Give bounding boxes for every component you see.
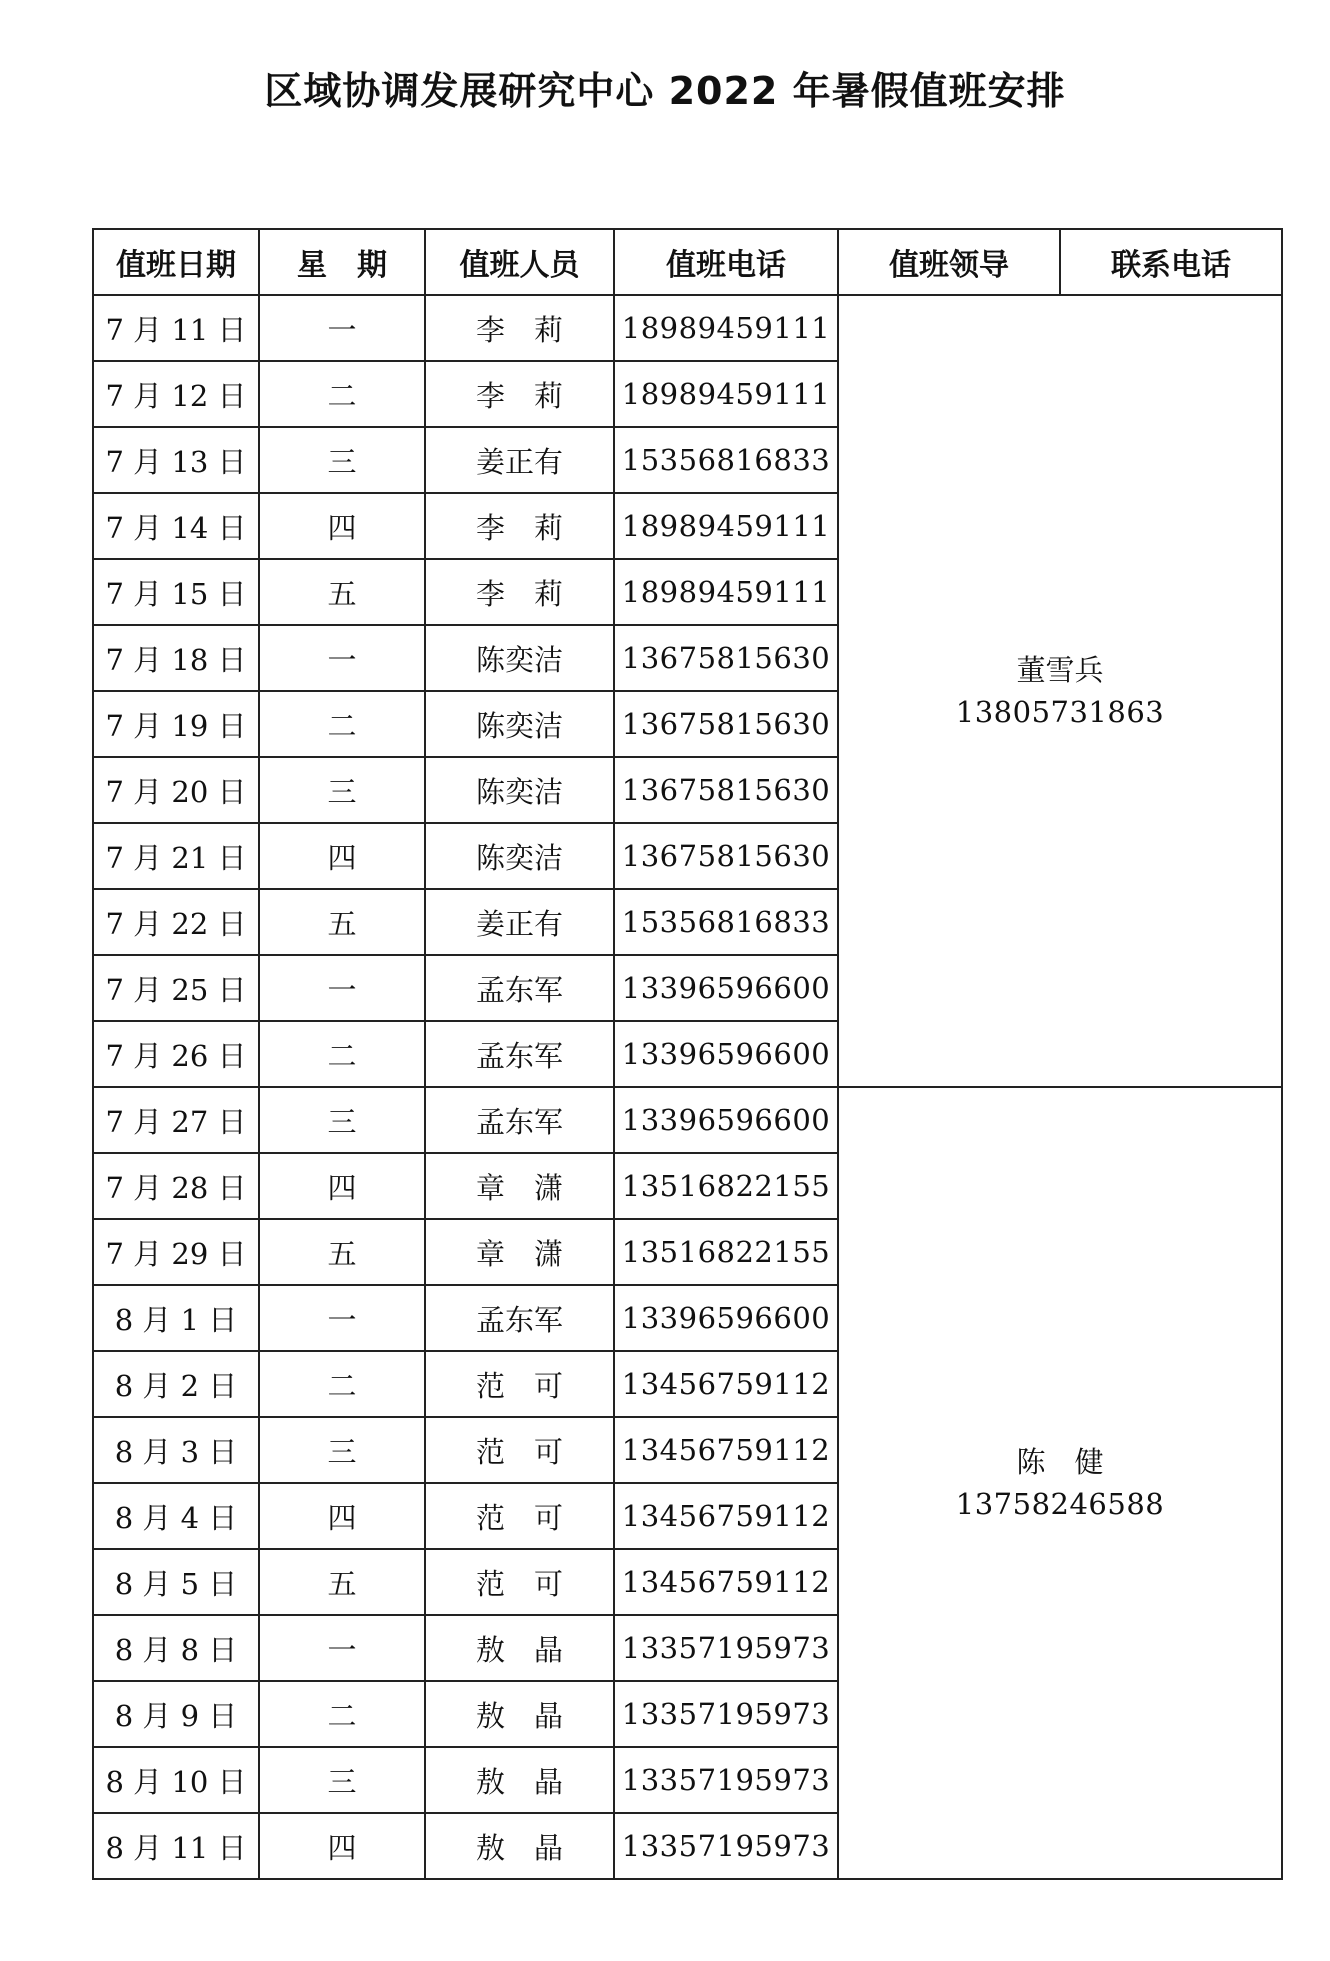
- leader-name: 陈 健: [1016, 1444, 1104, 1479]
- date-cell: 8 月 11 日: [93, 1813, 259, 1879]
- header-weekday: 星 期: [259, 229, 425, 295]
- date-cell: 7 月 20 日: [93, 757, 259, 823]
- weekday-cell: 一: [259, 955, 425, 1021]
- leader-cell: [838, 1087, 1282, 1879]
- person-cell: 姜正有: [425, 427, 614, 493]
- weekday-cell: 一: [259, 1615, 425, 1681]
- person-cell: 陈奕洁: [425, 625, 614, 691]
- date-cell: 7 月 19 日: [93, 691, 259, 757]
- date-cell: 8 月 8 日: [93, 1615, 259, 1681]
- date-cell: 8 月 1 日: [93, 1285, 259, 1351]
- date-cell: 7 月 29 日: [93, 1219, 259, 1285]
- date-cell: 7 月 27 日: [93, 1087, 259, 1153]
- weekday-cell: 三: [259, 1417, 425, 1483]
- phone-cell: 18989459111: [614, 295, 838, 361]
- weekday-cell: 一: [259, 625, 425, 691]
- leader-phone: 13758246588: [955, 1487, 1165, 1521]
- person-cell: 孟东军: [425, 955, 614, 1021]
- header-phone: 值班电话: [614, 229, 838, 295]
- phone-cell: 13675815630: [614, 823, 838, 889]
- weekday-cell: 三: [259, 1747, 425, 1813]
- phone-cell: 13675815630: [614, 757, 838, 823]
- header-date: 值班日期: [93, 229, 259, 295]
- phone-cell: 13516822155: [614, 1153, 838, 1219]
- phone-cell: 15356816833: [614, 889, 838, 955]
- phone-cell: 13357195973: [614, 1615, 838, 1681]
- date-cell: 7 月 15 日: [93, 559, 259, 625]
- person-cell: 陈奕洁: [425, 823, 614, 889]
- header-leader: 值班领导: [838, 229, 1060, 295]
- date-cell: 8 月 4 日: [93, 1483, 259, 1549]
- person-cell: 陈奕洁: [425, 691, 614, 757]
- phone-cell: 13396596600: [614, 955, 838, 1021]
- weekday-cell: 三: [259, 757, 425, 823]
- phone-cell: 13456759112: [614, 1549, 838, 1615]
- weekday-cell: 四: [259, 1153, 425, 1219]
- date-cell: 7 月 14 日: [93, 493, 259, 559]
- header-row: [93, 229, 1282, 295]
- weekday-cell: 四: [259, 1813, 425, 1879]
- weekday-cell: 四: [259, 493, 425, 559]
- person-cell: 李 莉: [425, 361, 614, 427]
- phone-cell: 15356816833: [614, 427, 838, 493]
- person-cell: 李 莉: [425, 493, 614, 559]
- person-cell: 敖 晶: [425, 1615, 614, 1681]
- phone-cell: 13396596600: [614, 1285, 838, 1351]
- date-cell: 7 月 12 日: [93, 361, 259, 427]
- person-cell: 敖 晶: [425, 1747, 614, 1813]
- person-cell: 孟东军: [425, 1285, 614, 1351]
- weekday-cell: 五: [259, 1549, 425, 1615]
- phone-cell: 13456759112: [614, 1417, 838, 1483]
- date-cell: 7 月 21 日: [93, 823, 259, 889]
- roster-body: [93, 295, 1282, 1879]
- date-cell: 7 月 26 日: [93, 1021, 259, 1087]
- person-cell: 范 可: [425, 1351, 614, 1417]
- date-cell: 7 月 25 日: [93, 955, 259, 1021]
- person-cell: 孟东军: [425, 1021, 614, 1087]
- phone-cell: 13357195973: [614, 1747, 838, 1813]
- phone-cell: 18989459111: [614, 361, 838, 427]
- weekday-cell: 一: [259, 1285, 425, 1351]
- header-contact-phone: 联系电话: [1060, 229, 1282, 295]
- person-cell: 章 潇: [425, 1153, 614, 1219]
- weekday-cell: 二: [259, 361, 425, 427]
- person-cell: 章 潇: [425, 1219, 614, 1285]
- date-cell: 7 月 22 日: [93, 889, 259, 955]
- person-cell: 李 莉: [425, 295, 614, 361]
- weekday-cell: 二: [259, 1351, 425, 1417]
- table-row: [93, 295, 1282, 361]
- date-cell: 7 月 13 日: [93, 427, 259, 493]
- duty-roster-table: [92, 228, 1283, 1880]
- person-cell: 敖 晶: [425, 1813, 614, 1879]
- person-cell: 敖 晶: [425, 1681, 614, 1747]
- phone-cell: 13357195973: [614, 1681, 838, 1747]
- phone-cell: 13675815630: [614, 691, 838, 757]
- date-cell: 8 月 2 日: [93, 1351, 259, 1417]
- phone-cell: 18989459111: [614, 493, 838, 559]
- phone-cell: 13456759112: [614, 1351, 838, 1417]
- leader-name: 董雪兵: [1016, 652, 1104, 687]
- person-cell: 范 可: [425, 1417, 614, 1483]
- phone-cell: 13675815630: [614, 625, 838, 691]
- date-cell: 8 月 3 日: [93, 1417, 259, 1483]
- weekday-cell: 五: [259, 1219, 425, 1285]
- weekday-cell: 二: [259, 1681, 425, 1747]
- date-cell: 7 月 28 日: [93, 1153, 259, 1219]
- weekday-cell: 五: [259, 889, 425, 955]
- phone-cell: 18989459111: [614, 559, 838, 625]
- phone-cell: 13396596600: [614, 1087, 838, 1153]
- person-cell: 范 可: [425, 1483, 614, 1549]
- table-row: [93, 1087, 1282, 1153]
- date-cell: 8 月 9 日: [93, 1681, 259, 1747]
- weekday-cell: 四: [259, 1483, 425, 1549]
- phone-cell: 13516822155: [614, 1219, 838, 1285]
- weekday-cell: 三: [259, 1087, 425, 1153]
- person-cell: 陈奕洁: [425, 757, 614, 823]
- weekday-cell: 五: [259, 559, 425, 625]
- leader-cell: [838, 295, 1282, 1087]
- date-cell: 7 月 18 日: [93, 625, 259, 691]
- person-cell: 姜正有: [425, 889, 614, 955]
- date-cell: 8 月 10 日: [93, 1747, 259, 1813]
- date-cell: 8 月 5 日: [93, 1549, 259, 1615]
- page-title: 区域协调发展研究中心 2022 年暑假值班安排: [264, 69, 1066, 113]
- leader-phone: 13805731863: [955, 695, 1165, 729]
- weekday-cell: 一: [259, 295, 425, 361]
- weekday-cell: 三: [259, 427, 425, 493]
- date-cell: 7 月 11 日: [93, 295, 259, 361]
- header-person: 值班人员: [425, 229, 614, 295]
- weekday-cell: 二: [259, 1021, 425, 1087]
- weekday-cell: 四: [259, 823, 425, 889]
- weekday-cell: 二: [259, 691, 425, 757]
- person-cell: 李 莉: [425, 559, 614, 625]
- person-cell: 范 可: [425, 1549, 614, 1615]
- phone-cell: 13357195973: [614, 1813, 838, 1879]
- phone-cell: 13396596600: [614, 1021, 838, 1087]
- phone-cell: 13456759112: [614, 1483, 838, 1549]
- person-cell: 孟东军: [425, 1087, 614, 1153]
